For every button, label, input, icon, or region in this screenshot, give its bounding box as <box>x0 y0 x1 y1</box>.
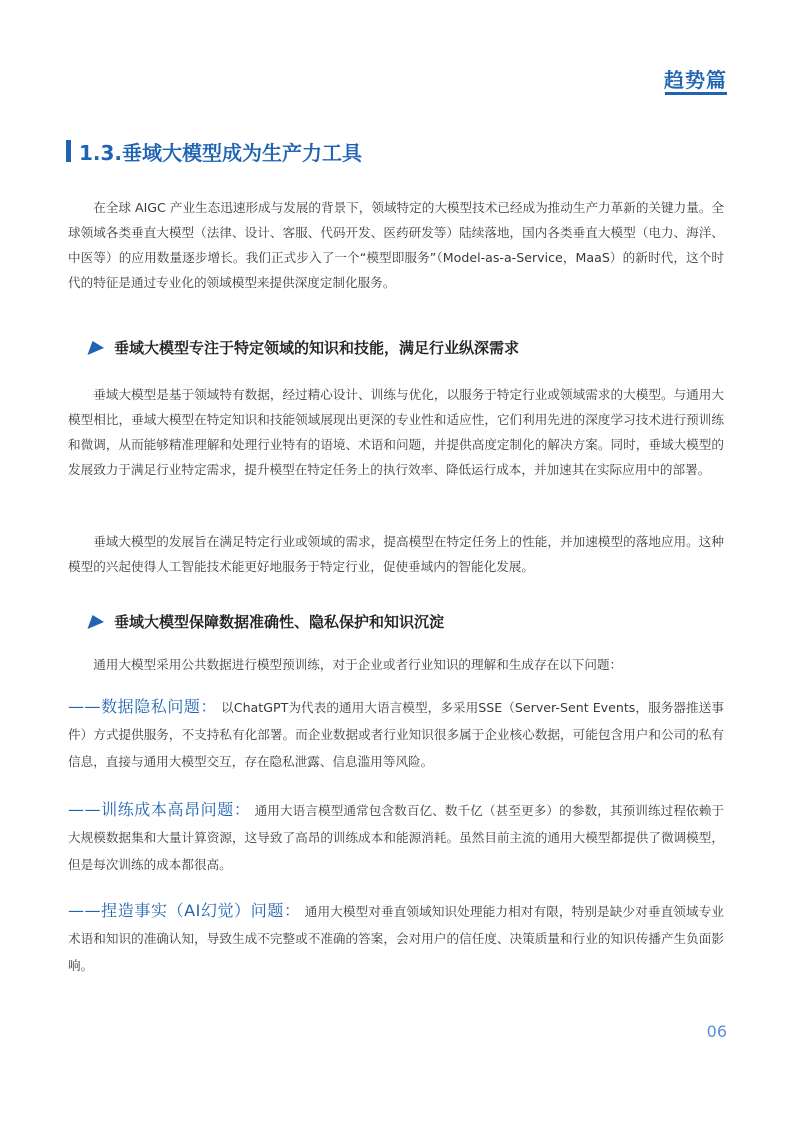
arrow-bullet-icon <box>87 615 106 629</box>
subheading-2 <box>90 611 444 632</box>
problem-item-cost <box>68 796 724 878</box>
page-number: 06 <box>706 1022 727 1041</box>
section-bar <box>66 140 71 162</box>
sub2-intro: 通用大模型采用公共数据进行模型预训练，对于企业或者行业知识的理解和生成存在以下问题： <box>93 657 623 672</box>
section-title-text: 1.3.垂域大模型成为生产力工具 <box>79 140 363 165</box>
problem-text: 通用大语言模型通常包含数百亿、数千亿（甚至更多）的参数，其预训练过程依赖于大规模数据集和大量计算资源，这导致了高昂的训练成本和能源消耗。虽然目前主流的通用大模型都提供了微调模型，但是每次训练的成本都很高。 <box>68 803 724 872</box>
header-title: 趋势篇 <box>664 68 727 92</box>
subheading-1-text: 垂域大模型专注于特定领域的知识和技能，满足行业纵深需求 <box>114 339 520 357</box>
subheading-2-text: 垂域大模型保障数据准确性、隐私保护和知识沉淀 <box>114 613 445 631</box>
problem-text: 以ChatGPT为代表的通用大语言模型，多采用SSE（Server-Sent Events，服务器推送事件）方式提供服务，不支持私有化部署。而企业数据或者行业知识很多属于企业核心数据，可能包含用户和公司的私有信息，直接与通用大模型交互，存在隐私泄露、信息滥用等风险。 <box>68 700 724 769</box>
subheading-1 <box>90 337 519 358</box>
header-underline <box>665 92 727 95</box>
sub1-paragraph-1: 垂域大模型是基于领域特有数据，经过精心设计、训练与优化，以服务于特定行业或领域需求的大模型。与通用大模型相比，垂域大模型在特定知识和技能领域展现出更深的专业性和适应性，它们利用先进的深度学习技术进行预训练和微调，从而能够精准理解和处理行业特有的语境、术语和问题，并提供高度定制化的解决方案。同时，垂域大模型的发展致力于满足行业特定需求，提升模型在特定任务上的执行效率、降低运行成本，并加速其在实际应用中的部署。 <box>68 387 724 477</box>
problem-head: ——数据隐私问题： <box>68 697 218 716</box>
problem-item-hallucination <box>68 897 724 979</box>
sub1-paragraph-2: 垂域大模型的发展旨在满足特定行业或领域的需求，提高模型在特定任务上的性能，并加速模型的落地应用。这种模型的兴起使得人工智能技术能更好地服务于特定行业，促使垂域内的智能化发展。 <box>68 534 724 574</box>
problem-text: 通用大模型对垂直领域知识处理能力相对有限，特别是缺少对垂直领域专业术语和知识的准确认知，导致生成不完整或不准确的答案，会对用户的信任度、决策质量和行业的知识传播产生负面影响。 <box>68 904 724 973</box>
arrow-bullet-icon <box>87 341 106 355</box>
intro-paragraph: 在全球 AIGC 产业生态迅速形成与发展的背景下，领域特定的大模型技术已经成为推动生产力革新的关键力量。全球领域各类垂直大模型（法律、设计、客服、代码开发、医药研发等）陆续落地，国内各类垂直大模型（电力、海洋、中医等）的应用数量逐步增长。我们正式步入了一个“模型即服务”（Model-as-a-Service，MaaS）的新时代，这个时代的特征是通过专业化的领域模型来提供深度定制化服务。 <box>68 200 724 290</box>
problem-head: ——捏造事实（AI幻觉）问题： <box>68 901 301 920</box>
problem-item-privacy <box>68 693 724 775</box>
section-title <box>66 138 362 164</box>
problem-head: ——训练成本高昂问题： <box>68 800 251 819</box>
